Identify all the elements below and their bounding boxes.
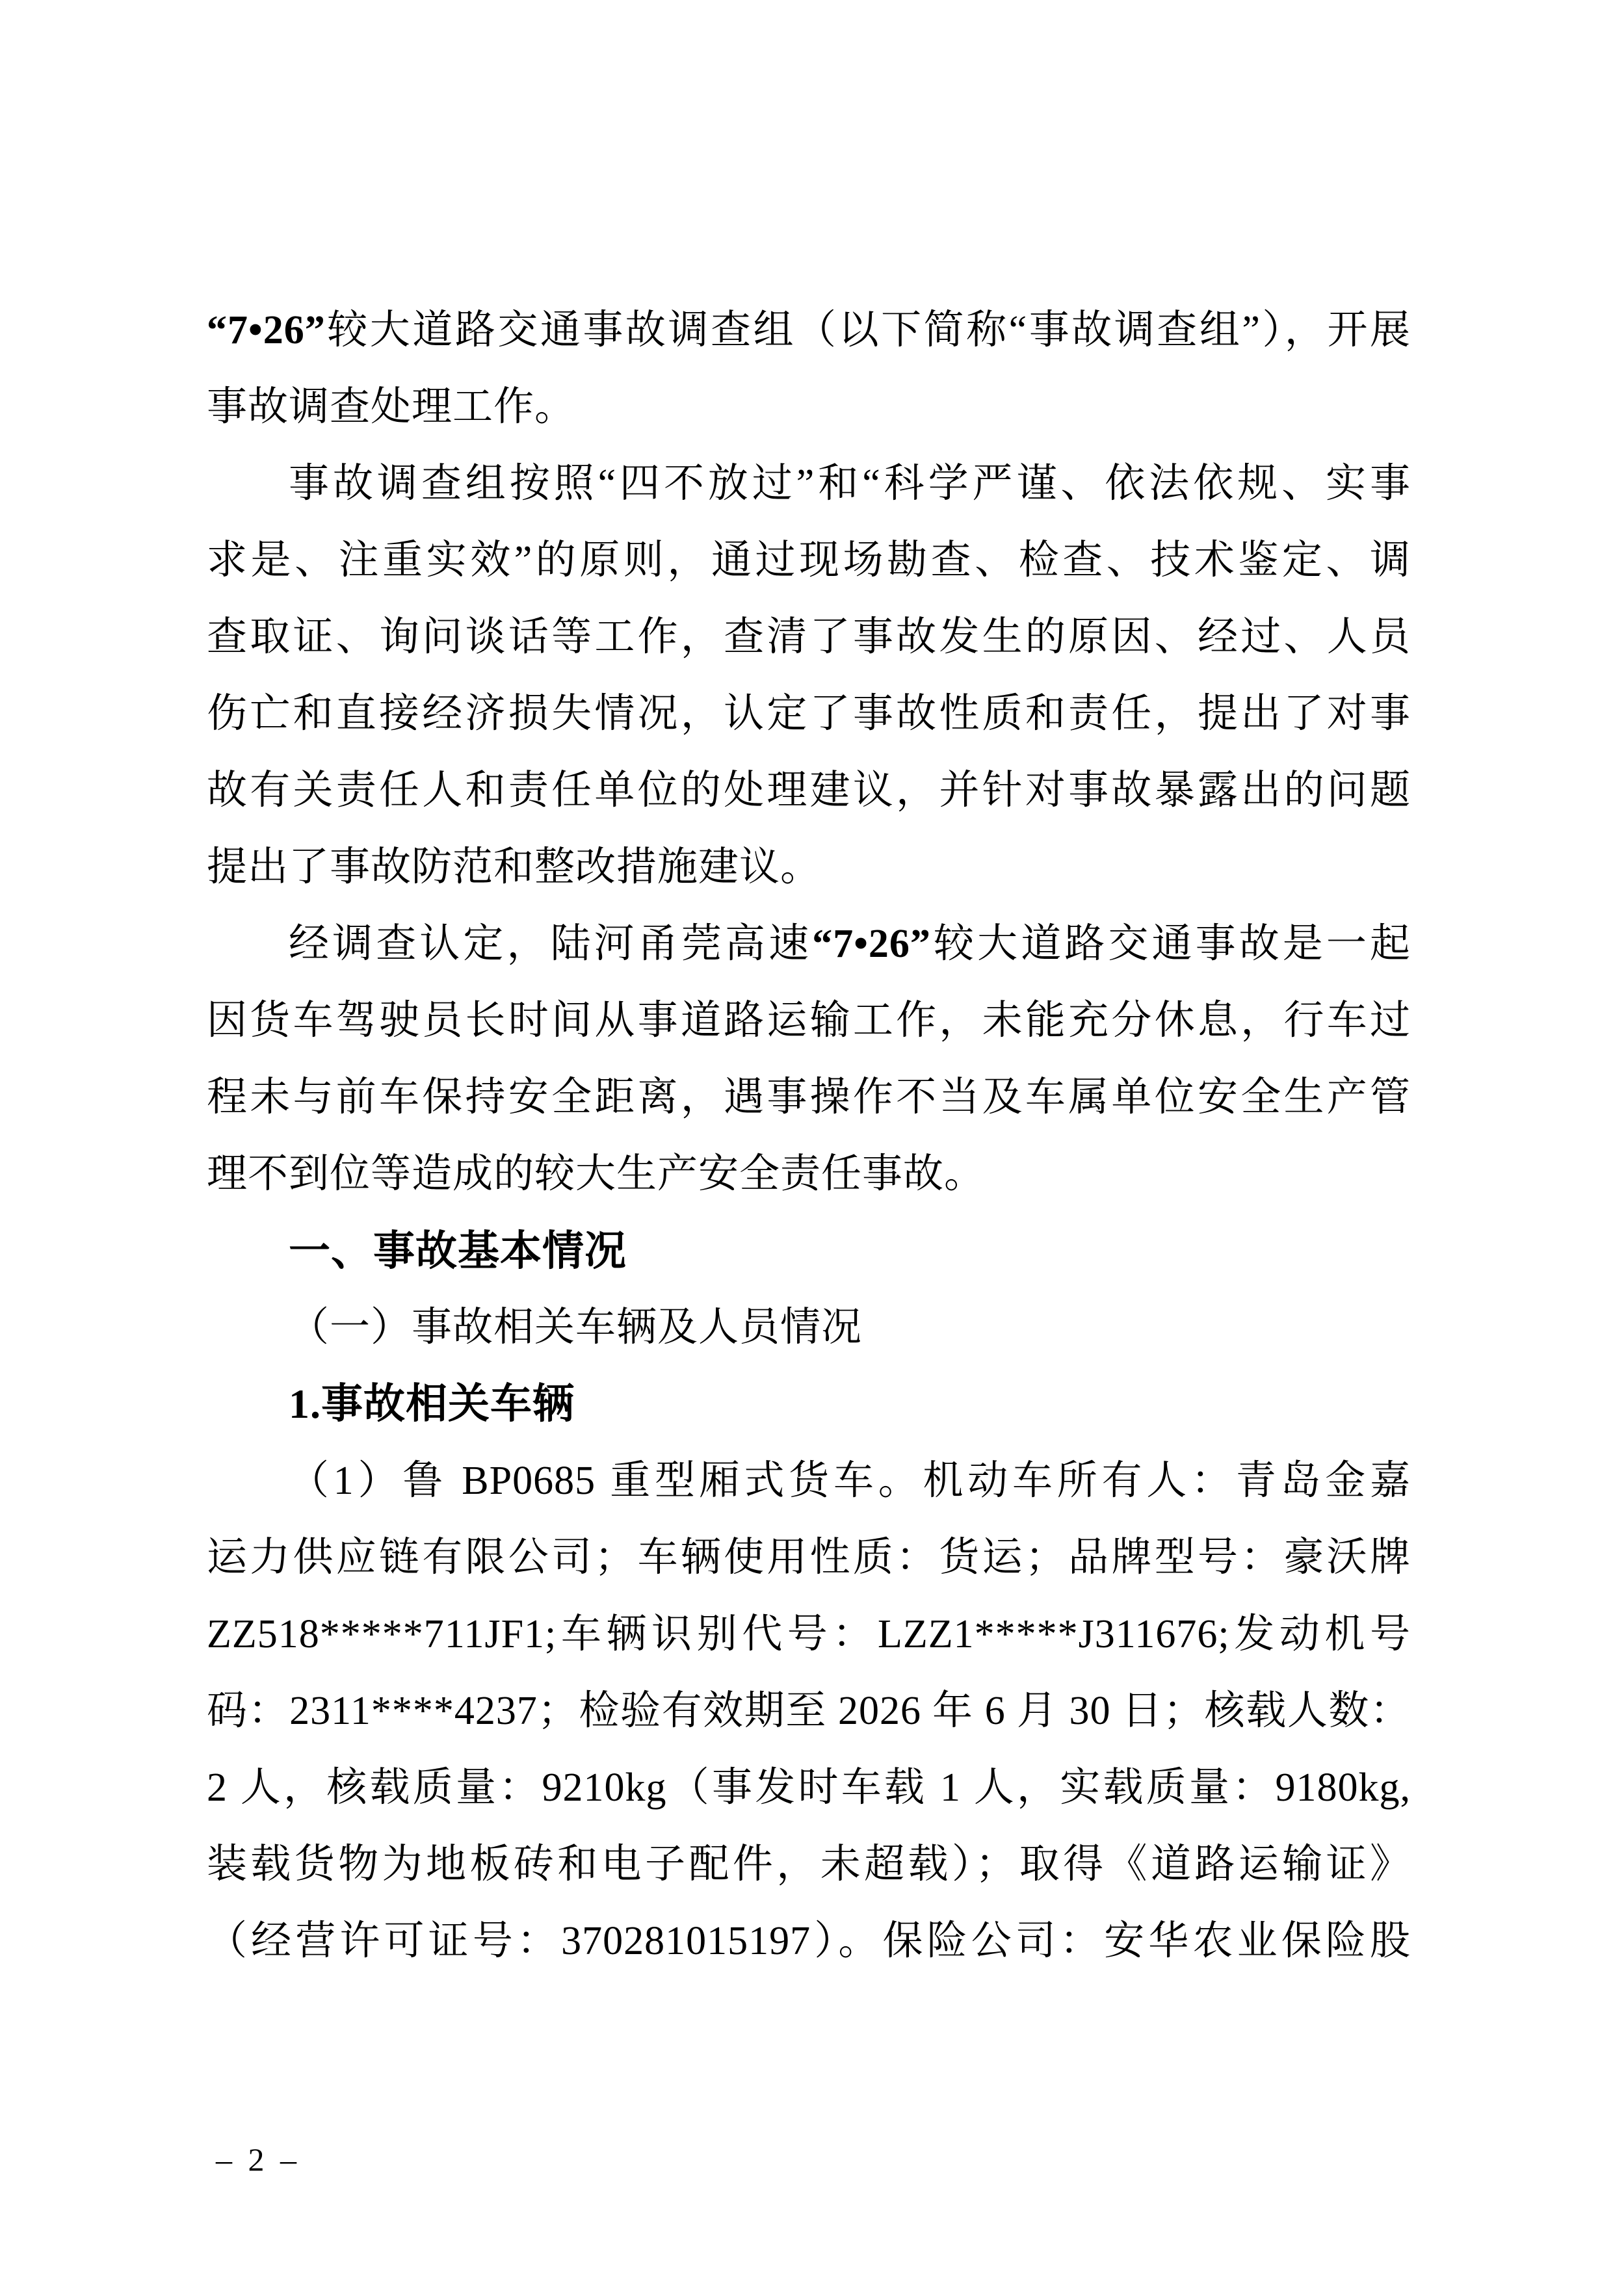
- text: 码：2311****4237；检验有效期至 2026 年 6 月 30 日；核载人数：: [207, 1689, 1411, 1733]
- text: （1）鲁 BP0685 重型厢式货车。机动车所有人：青岛金嘉: [289, 1459, 1411, 1503]
- text: ZZ518*****711JF1;车辆识别代号：LZZ1*****J311676;发动机号: [207, 1612, 1411, 1656]
- text-line: [207, 829, 1411, 906]
- text-line: [207, 1136, 1411, 1212]
- page-number: – 2 –: [216, 2141, 300, 2178]
- text-line: [207, 522, 1411, 599]
- text: （经营许可证号：370281015197）。保险公司：安华农业保险股: [207, 1919, 1411, 1963]
- text: 求是、注重实效”的原则，通过现场勘查、检查、技术鉴定、调: [207, 538, 1411, 582]
- text-line: [207, 445, 1411, 522]
- text: 事故调查组按照“四不放过”和“科学严谨、依法依规、实事: [289, 462, 1411, 506]
- text: 伤亡和直接经济损失情况，认定了事故性质和责任，提出了对事: [207, 692, 1411, 736]
- bold-text: 一、事故基本情况: [289, 1227, 627, 1274]
- text-line: [207, 1289, 1411, 1366]
- document-body: [207, 292, 1411, 1979]
- text: 较大道路交通事故是一起: [930, 922, 1411, 966]
- text: 事故调查处理工作。: [207, 385, 576, 429]
- text: 2 人，核载质量：9210kg（事发时车载 1 人，实载质量：9180kg,: [207, 1766, 1411, 1810]
- text-line: [207, 1826, 1411, 1903]
- text: 较大道路交通事故调查组（以下简称“事故调查组”），开展: [325, 308, 1411, 352]
- text-line: [207, 675, 1411, 752]
- text-line: [207, 1366, 1411, 1442]
- text: 理不到位等造成的较大生产安全责任事故。: [207, 1152, 986, 1196]
- text: 程未与前车保持安全距离，遇事操作不当及车属单位安全生产管: [207, 1075, 1411, 1119]
- text-line: [207, 752, 1411, 829]
- text-line: [207, 1903, 1411, 1979]
- text: 提出了事故防范和整改措施建议。: [207, 845, 822, 889]
- text-line: [207, 1442, 1411, 1519]
- text: 因货车驾驶员长时间从事道路运输工作，未能充分休息，行车过: [207, 998, 1411, 1043]
- text-line: [207, 906, 1411, 982]
- bold-text: “7•26”: [207, 308, 326, 352]
- text-line: [207, 1059, 1411, 1136]
- text-line: [207, 1749, 1411, 1826]
- text-line: [207, 982, 1411, 1059]
- text-line: [207, 1673, 1411, 1749]
- text-line: [207, 599, 1411, 675]
- text: 查取证、询问谈话等工作，查清了事故发生的原因、经过、人员: [207, 615, 1411, 659]
- bold-text: 1.事故相关车辆: [289, 1381, 575, 1427]
- text: 故有关责任人和责任单位的处理建议，并针对事故暴露出的问题: [207, 768, 1411, 813]
- text: 运力供应链有限公司；车辆使用性质：货运；品牌型号：豪沃牌: [207, 1535, 1411, 1580]
- text-line: [207, 292, 1411, 369]
- bold-text: “7•26”: [812, 922, 931, 966]
- text-line: [207, 1596, 1411, 1673]
- text-line: [207, 369, 1411, 445]
- text-line: [207, 1212, 1411, 1289]
- text: 装载货物为地板砖和电子配件，未超载）；取得《道路运输证》: [207, 1842, 1411, 1886]
- text: （一）事故相关车辆及人员情况: [289, 1305, 863, 1350]
- text: 经调查认定，陆河甬莞高速: [289, 922, 813, 966]
- text-line: [207, 1519, 1411, 1596]
